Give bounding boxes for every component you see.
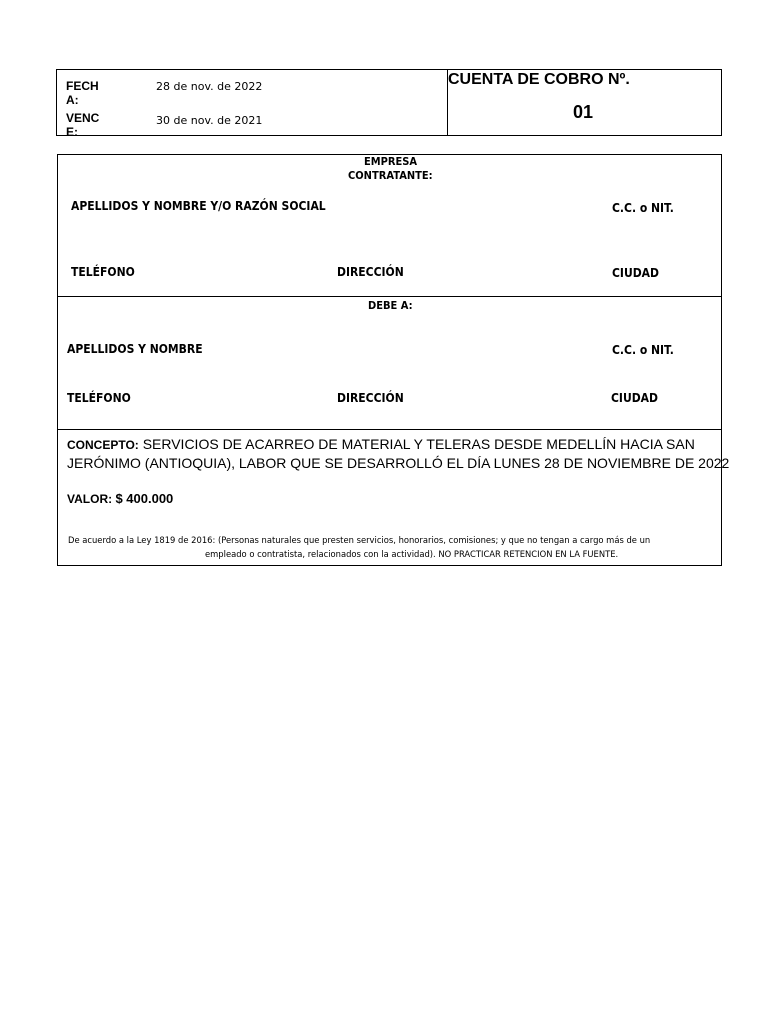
cuenta-title: CUENTA DE COBRO Nº. [448,71,630,88]
debe-telefono-label: TELÉFONO [67,391,131,405]
empresa-nit-label: C.C. o NIT. [612,201,674,215]
legal-note-line2: empleado o contratista, relacionados con la actividad). NO PRACTICAR RETENCION EN LA FUENTE. [205,549,619,559]
empresa-heading-line1: EMPRESA [364,155,418,168]
empresa-heading-line2: CONTRATANTE: [348,169,433,182]
debe-ciudad-label: CIUDAD [611,391,659,405]
section-divider-2 [57,429,722,430]
section-divider-1 [57,296,722,297]
valor-row [67,491,173,506]
concepto-text-line2: JERÓNIMO (ANTIOQUIA), LABOR QUE SE DESARROLLÓ EL DÍA LUNES 28 DE NOVIEMBRE DE 2022 [67,455,730,471]
fecha-value: 28 de nov. de 2022 [156,80,263,93]
debe-heading: DEBE A: [368,299,413,312]
fecha-label: FECH A: [66,79,99,107]
debe-direccion-label: DIRECCIÓN [337,391,404,405]
vence-value: 30 de nov. de 2021 [156,114,263,127]
valor-amount: $ 400.000 [115,491,174,506]
legal-note-line1: De acuerdo a la Ley 1819 de 2016: (Personas naturales que presten servicios, honorarios, comisiones; y que no tengan a cargo más de un [68,535,651,545]
empresa-telefono-label: TELÉFONO [71,265,135,279]
concepto-label: CONCEPTO: [67,438,139,452]
debe-nit-label: C.C. o NIT. [612,343,674,357]
empresa-nombre-label: APELLIDOS Y NOMBRE Y/O RAZÓN SOCIAL [71,199,326,213]
cuenta-number: 01 [573,102,594,122]
empresa-ciudad-label: CIUDAD [612,266,660,280]
concepto-text-line1: SERVICIOS DE ACARREO DE MATERIAL Y TELERAS DESDE MEDELLÍN HACIA SAN [142,436,695,452]
concepto-line1 [67,436,695,452]
debe-nombre-label: APELLIDOS Y NOMBRE [67,342,203,356]
empresa-direccion-label: DIRECCIÓN [337,265,404,279]
vence-label: VENC E: [66,111,100,139]
valor-label: VALOR: [67,492,113,506]
